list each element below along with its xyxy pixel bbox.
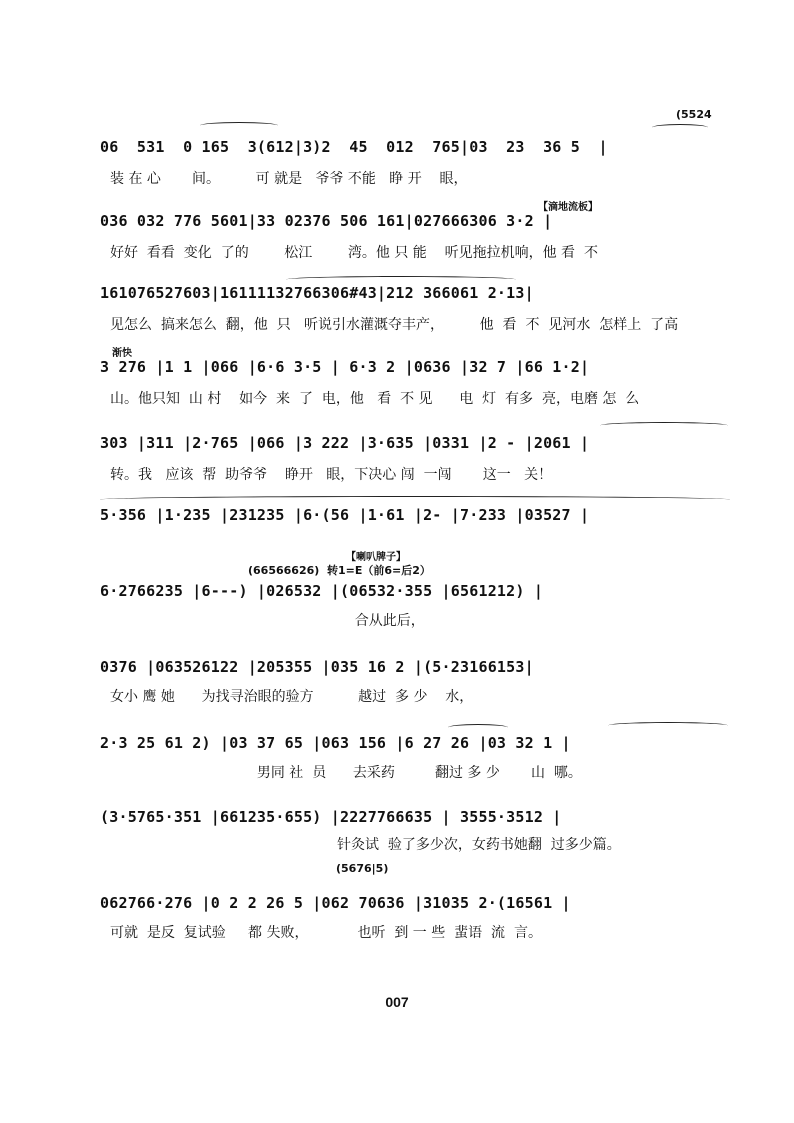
lyrics-line: 针灸试 验了多少次，女药书她翻 过多少篇。 bbox=[110, 837, 621, 853]
notation-line: 5·356 |1·235 |231235 |6·(56 |1·61 |2- |7·233 |03527 | bbox=[100, 506, 590, 524]
tie-arc bbox=[200, 122, 278, 129]
lyrics-line: 山。他只知 山 村 如今 来 了 电，他 看 不 见 电 灯 有多 亮，电磨 怎 么 bbox=[110, 391, 640, 407]
annotation: (5676|5) bbox=[336, 862, 389, 875]
tie-arc bbox=[600, 422, 728, 429]
tie-arc bbox=[608, 722, 728, 729]
section-heading: 【喇叭牌子】 bbox=[346, 552, 406, 563]
lyrics-line: 转。我 应该 帮 助爷爷 睁开 眼，下决心 闯 一闯 这一 关！ bbox=[110, 467, 553, 483]
page-number: 007 bbox=[385, 994, 409, 1010]
lyrics-line: 见怎么 搞来怎么 翻，他 只 听说引水灌溉夺丰产， 他 看 不 见河水 怎样上 了高 bbox=[110, 317, 679, 333]
annotation: (66566626) 转1=E（前6=后2） bbox=[248, 564, 431, 577]
tie-arc bbox=[448, 724, 508, 731]
notation-line: 161076527603|16111132766306#43|212 366061 2·13| bbox=[100, 284, 534, 302]
tie-arc bbox=[652, 124, 708, 131]
notation-line: 062766·276 |0 2 2 26 5 |062 70636 |31035 2·(16561 | bbox=[100, 894, 571, 912]
notation-line: 3 276 |1 1 |066 |6·6 3·5 | 6·3 2 |0636 |32 7 |66 1·2| bbox=[100, 358, 590, 376]
tie-arc bbox=[100, 496, 730, 503]
notation-line: 303 |311 |2·765 |066 |3 222 |3·635 |0331 |2 - |2061 | bbox=[100, 434, 590, 452]
lyrics-line: 装 在 心 间。 可 就是 爷爷 不能 睁 开 眼， bbox=[110, 171, 468, 187]
notation-line: (3·5765·351 |661235·655) |2227766635 | 3555·3512 | bbox=[100, 808, 562, 826]
lyrics-line: 合从此后， bbox=[110, 613, 425, 629]
section-heading: 【滴地流板】 bbox=[538, 202, 598, 213]
notation-line: 0376 |063526122 |205355 |035 16 2 |(5·23166153| bbox=[100, 658, 534, 676]
notation-line: 6·2766235 |6---) |026532 |(06532·355 |6561212) | bbox=[100, 582, 544, 600]
lyrics-line: 可就 是反 复试验 都 失败， 也听 到 一 些 蜚语 流 言。 bbox=[110, 925, 542, 941]
lyrics-line: 女小 鹰 她 为找寻治眼的验方 越过 多 少 水， bbox=[110, 689, 474, 705]
lyrics-line: 好好 看看 变化 了的 松江 湾。他 只 能 听见拖拉机响，他 看 不 bbox=[110, 245, 598, 261]
notation-line: 036 032 776 5601|33 02376 506 161|027666306 3·2 | bbox=[100, 212, 553, 230]
tempo-marking: 渐快 bbox=[112, 348, 132, 359]
annotation: (5524 bbox=[676, 108, 712, 121]
notation-line: 06 531 0 165 3(612|3)2 45 012 765|03 23 36 5 | bbox=[100, 138, 608, 156]
tie-arc bbox=[286, 276, 516, 283]
notation-line: 2·3 25 61 2) |03 37 65 |063 156 |6 27 26 |03 32 1 | bbox=[100, 734, 571, 752]
lyrics-line: 男同 社 员 去采药 翻过 多 少 山 哪。 bbox=[110, 765, 582, 781]
